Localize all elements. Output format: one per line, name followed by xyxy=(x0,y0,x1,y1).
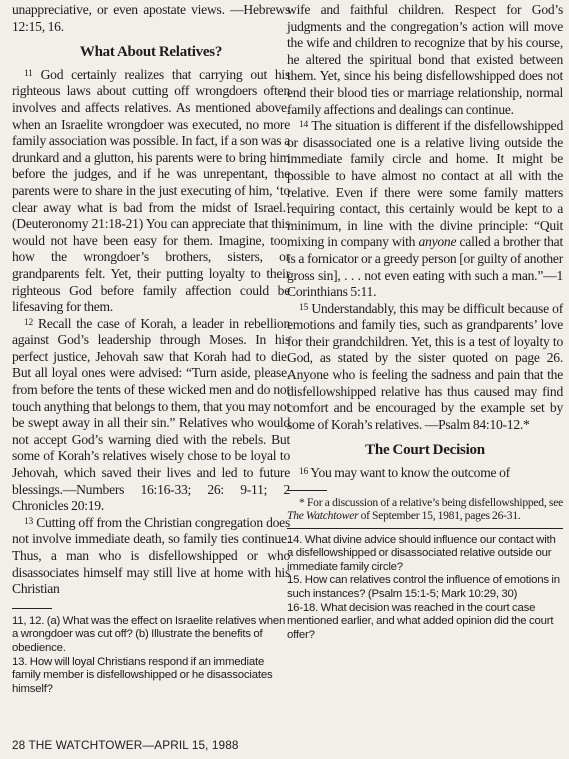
paragraph-text: The situation is different if the disfellowshipped or disassociated one is a relative living outside the immediate family circle and home. It might be possible to have almost no contact at all with the relative. Even if there were some family matters requiring contact, this certainly would be kept to a minimum, in line with the divine principle: “Quit mixing in company with xyxy=(287,118,563,250)
paragraph-text: Understandably, this may be difficult because of emotions and family ties, such as grandparents’ love for their grandchildren. Yet, this is a test of loyalty to God, as stated by the sister quoted on page 26. Anyone who is feeling the sadness and pain that the disfellowshipped relative has thus caused may find comfort and be encouraged by the example set by some of Korah’s relatives. —Psalm 84:10-12.* xyxy=(287,300,563,432)
paragraph-text: Cutting off from the Christian congregation does not involve immediate death, so family ties continue. Thus, a man who is disfellowshipped or who disassociates himself may still live at home with his Christian xyxy=(12,514,291,597)
right-column xyxy=(287,2,563,642)
paragraph-15 xyxy=(287,301,563,434)
study-questions-right xyxy=(287,534,563,643)
section-heading-court: The Court Decision xyxy=(365,442,485,459)
paragraph-13 xyxy=(12,515,290,598)
footnote-text: of September 15, 1981, pages 26-31. xyxy=(358,509,521,523)
paragraph-text: You may want to know the outcome of xyxy=(310,465,510,481)
paragraph-16 xyxy=(287,465,563,482)
footnote-italic: The Watchtower xyxy=(287,509,359,523)
question-15: 15. How can relatives control the influence of emotions in such instances? (Psalm 15:1-5; Mark 10:29, 30) xyxy=(287,574,560,600)
paragraph-number: 11 xyxy=(24,68,33,79)
paragraph-text: God certainly realizes that carrying out his righteous laws about cutting off wrongdoers often involves and affects relatives. As mentioned above, when an Israelite wrongdoer was executed, no more family association was possible. In fact, if a son was a drunkard and a glutton, his parents were to bring him before the judges, and if he was unrepentant, the parents were to share in the just executing of him, ‘to clear away what is bad from the midst of Israel.’ (Deuteronomy 21:18-21) You can appreciate that this would not have been easy for them. Imagine, too, how the wrongdoer’s brothers, sisters, or grandparents felt. Yet, their putting loyalty to their righteous God before family affection could be lifesaving for them. xyxy=(12,66,291,315)
paragraph-text: Recall the case of Korah, a leader in rebellion against God’s leadership through Moses. In his perfect justice, Jehovah saw that Korah had to die. But all loyal ones were advised: “Turn aside, please, from before the tents of these wicked men and do not touch anything that belongs to them, that you may not be swept away in all their sin.” Relatives who would not accept God’s warning died with the rebels. But some of Korah’s relatives wisely chose to be loyal to Jehovah, which saved their lives and led to future blessings.—Numbers 16:16-33; 26: 9-11; 2 Chronicles 20:19. xyxy=(12,315,290,514)
questions-divider xyxy=(12,608,52,609)
paragraph-13-continued: wife and faithful children. Respect for God’s judgments and the congregation’s action will move the wife and children to recognize that by his course, he altered the spiritual bond that existed between them. Yet, since his being disfellowshipped does not end their blood ties or marriage relationship, normal family affections and dealings can continue. xyxy=(287,2,563,117)
paragraph-number: 13 xyxy=(24,516,33,527)
paragraph-number: 12 xyxy=(24,317,33,328)
paragraph-12 xyxy=(12,316,290,515)
question-14: 14. What divine advice should influence our contact with a disfellowshipped or disassociated relative outside our immediate family circle? xyxy=(287,533,556,573)
question-11-12: 11, 12. (a) What was the effect on Israelite relatives when a wrongdoer was cut off? (b) Illustrate the benefits of obedience. xyxy=(12,614,286,654)
footnote xyxy=(287,496,563,523)
left-column xyxy=(12,2,290,696)
paragraph-text: called a brother that is a fornicator or a greedy person [or guilty of another gross sin], . . . not even eating with such a man.”—1 Corinthians 5:11. xyxy=(287,234,563,300)
paragraph-number: 16 xyxy=(299,467,308,478)
paragraph-number: 15 xyxy=(299,302,308,313)
page-folio: 28 THE WATCHTOWER—APRIL 15, 1988 xyxy=(12,738,239,752)
paragraph-11 xyxy=(12,67,290,316)
question-16-18: 16-18. What decision was reached in the court case mentioned earlier, and what added opinion did the court offer? xyxy=(287,601,554,641)
footnote-text: * For a discussion of a relative’s being disfellowshipped, see xyxy=(299,495,563,509)
footnote-divider xyxy=(287,490,327,491)
opening-text: unappreciative, or even apostate views. —Hebrews 12:15, 16. xyxy=(12,2,290,34)
paragraph-number: 14 xyxy=(299,120,308,131)
question-13: 13. How will loyal Christians respond if an immediate family member is disfellowshipped or he disassociates himself? xyxy=(12,655,273,695)
italic-word: anyone xyxy=(418,234,457,250)
study-questions-left xyxy=(12,615,290,697)
section-heading-relatives: What About Relatives? xyxy=(79,44,223,61)
paragraph-14 xyxy=(287,118,563,301)
questions-divider xyxy=(287,528,563,529)
